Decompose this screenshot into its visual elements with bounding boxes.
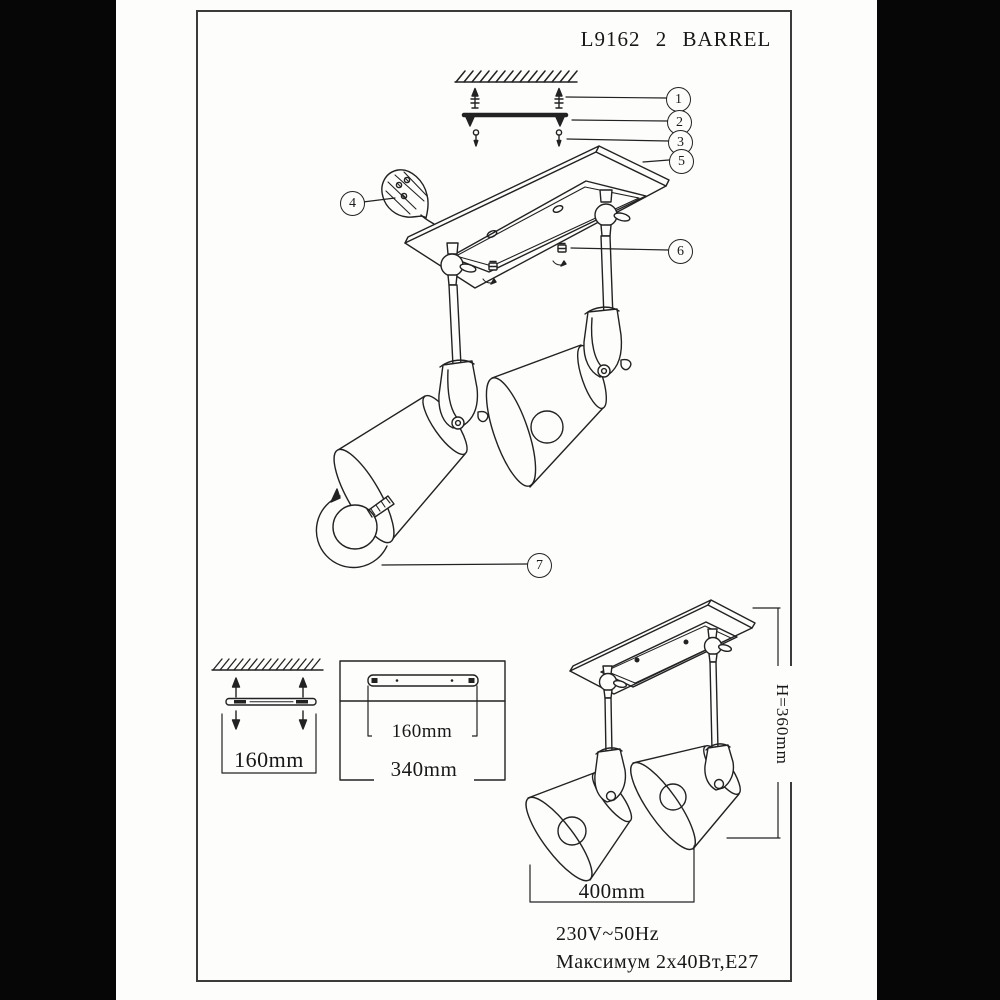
mini-fixture	[516, 600, 755, 889]
yoke-right	[584, 307, 631, 377]
ceiling-hatch	[455, 71, 577, 82]
callout-4: 4	[340, 191, 365, 216]
mounting-screws	[473, 130, 561, 146]
stem-right	[595, 190, 631, 318]
dim-fixture-width-label: 400mm	[578, 879, 646, 903]
callout-1: 1	[666, 87, 691, 112]
dim-bracket-width-label: 160mm	[234, 747, 304, 772]
page-title: L9162 2 BARREL	[580, 27, 772, 51]
spec-voltage: 230V~50Hz	[556, 923, 660, 945]
dim-canopy-spacing-label: 160mm	[372, 721, 472, 743]
callout-7: 7	[527, 553, 552, 578]
callout-3: 3	[668, 130, 693, 155]
dim-fixture-height-label: H=360mm	[771, 666, 793, 782]
callout-6: 6	[668, 239, 693, 264]
spec-max-power: Максимум 2x40Вт,E27	[556, 951, 759, 973]
anchor-screws	[471, 89, 563, 109]
callout-2: 2	[667, 110, 692, 135]
wire-connector-detail	[382, 170, 434, 224]
dim-canopy-length-label: 340mm	[374, 757, 474, 782]
callout-5: 5	[669, 149, 694, 174]
mounting-bracket-bar	[464, 115, 566, 126]
yoke-left	[439, 360, 488, 429]
